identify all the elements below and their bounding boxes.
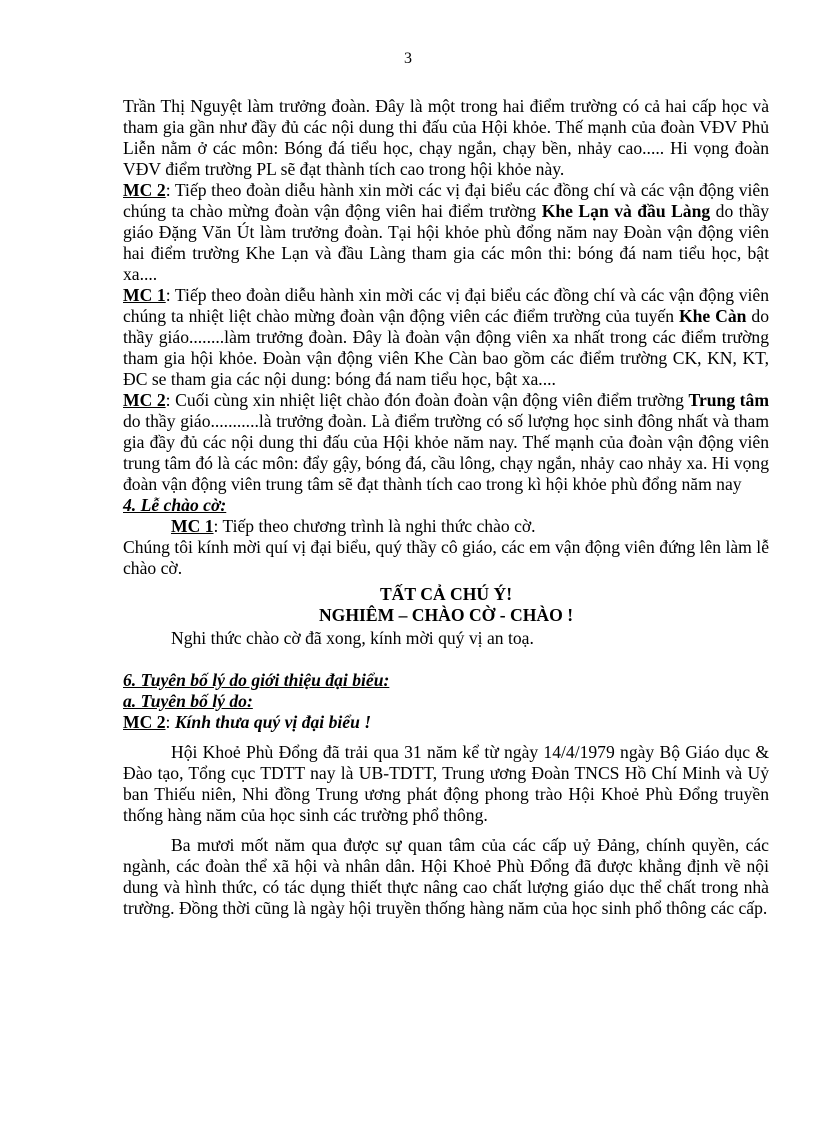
paragraph-mc2-khe-lan: MC 2: Tiếp theo đoàn diễu hành xin mời các vị đại biểu các đồng chí và các vận động viên chúng ta chào mừng đoàn vận động viên hai điểm trường Khe Lạn và đầu Làng do thầy giáo Đặng Văn Út làm trưởng đoàn. Tại hội khỏe phù đổng năm nay Đoàn vận động viên hai điểm trường Khe Lạn và đầu Làng tham gia các môn thi: bóng đá nam tiểu học, bật xa.... bbox=[123, 180, 769, 284]
greeting-text: Kính thưa quý vị đại biểu ! bbox=[174, 712, 372, 732]
speaker-label: MC 2 bbox=[123, 712, 166, 732]
paragraph-mc1-khe-can: MC 1: Tiếp theo đoàn diễu hành xin mời các vị đại biểu các đồng chí và các vận động viên chúng ta nhiệt liệt chào mừng đoàn vận động viên các điểm trường của tuyến Khe Càn do thầy giáo........làm trưởng đoàn. Đây là đoàn vận động viên xa nhất trong các điểm trường tham gia hội khỏe. Đoàn vận động viên Khe Càn bao gồm các điểm trường CK, KN, KT, ĐC se tham gia các nội dung: bóng đá nam tiểu học, bật xa.... bbox=[123, 285, 769, 389]
page-number: 3 bbox=[404, 50, 412, 67]
speaker-label: MC 1 bbox=[171, 516, 214, 536]
speaker-label: MC 1 bbox=[123, 285, 166, 305]
paragraph-mc2-greeting: MC 2: Kính thưa quý vị đại biểu ! bbox=[123, 712, 372, 732]
school-name: Khe Càn bbox=[678, 306, 747, 326]
school-name: Khe Lạn và đầu Làng bbox=[541, 201, 711, 221]
paragraph-history: Hội Khoẻ Phù Đổng đã trải qua 31 năm kể từ ngày 14/4/1979 ngày Bộ Giáo dục & Đào tạo, Tổng cục TDTT nay là UB-TDTT, Trung ương Đoàn TNCS Hồ Chí Minh và Uỷ ban Thiếu niên, Nhi đồng Trung ương phát động phong trào Hội Khoẻ Phù Đổng truyền thống hàng năm của học sinh các trường phổ thông. bbox=[123, 742, 769, 825]
speaker-label: MC 2 bbox=[123, 180, 166, 200]
command-salute: NGHIÊM – CHÀO CỜ - CHÀO ! bbox=[318, 605, 574, 625]
paragraph-mc2-trung-tam: MC 2: Cuối cùng xin nhiệt liệt chào đón đoàn đoàn vận động viên điểm trường Trung tâm do thầy giáo...........là trưởng đoàn. Là điểm trường có số lượng học sinh đông nhất và tham gia đầy đủ các nội dung thi đấu của Hội khỏe năm nay. Thế mạnh của đoàn vận động viên trung tâm đó là các môn: đẩy gậy, bóng đá, cầu lông, chạy ngắn, nhảy cao nhảy xa. Hi vọng đoàn vận động viên trung tâm sẽ đạt thành tích cao trong kì hội khỏe phù đổng năm nay bbox=[123, 390, 769, 494]
paragraph-phu-lien: Trần Thị Nguyệt làm trưởng đoàn. Đây là một trong hai điểm trường có cả hai cấp học và tham gia gần như đầy đủ các nội dung thi đấu của Hội khỏe. Thế mạnh của đoàn VĐV Phủ Liễn nằm ở các môn: Bóng đá tiểu học, chạy ngắn, chạy bền, nhảy cao..... Hi vọng đoàn VĐV điểm trường PL sẽ đạt thành tích cao trong hội khỏe này. bbox=[123, 96, 769, 179]
command-attention: TẤT CẢ CHÚ Ý! bbox=[379, 584, 513, 604]
subsection-heading-reason: a. Tuyên bố lý do: bbox=[123, 691, 253, 711]
paragraph-thirty-one-years: Ba mươi mốt năm qua được sự quan tâm của các cấp uỷ Đảng, chính quyền, các ngành, các đoàn thể xã hội và nhân dân. Hội Khoẻ Phù Đổng đã được khẳng định về nội dung và hình thức, có tác dụng thiết thực nâng cao chất lượng giáo dục thể chất trong nhà trường. Đồng thời cũng là ngày hội truyền thống hàng năm của học sinh phổ thông các cấp. bbox=[123, 835, 769, 918]
section-heading-declaration: 6. Tuyên bố lý do giới thiệu đại biểu: bbox=[123, 670, 390, 690]
speaker-label: MC 2 bbox=[123, 390, 166, 410]
paragraph-invitation: Chúng tôi kính mời quí vị đại biểu, quý thầy cô giáo, các em vận động viên đứng lên làm lễ chào cờ. bbox=[123, 537, 769, 578]
document-body bbox=[123, 96, 769, 919]
school-name: Trung tâm bbox=[688, 390, 769, 410]
paragraph-mc1-flag: MC 1: Tiếp theo chương trình là nghi thức chào cờ. bbox=[171, 516, 536, 536]
paragraph-be-seated: Nghi thức chào cờ đã xong, kính mời quý vị an toạ. bbox=[171, 628, 534, 648]
section-heading-flag-ceremony: 4. Lễ chào cờ: bbox=[123, 495, 227, 515]
